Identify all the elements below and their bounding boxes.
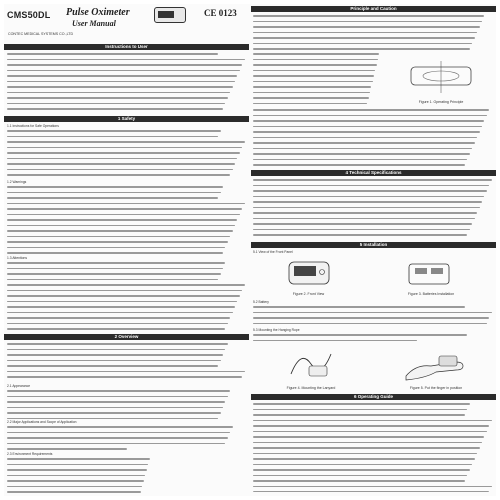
text-line (253, 425, 494, 429)
text-line (253, 447, 494, 451)
figure-2-caption: Figure 2. Front View (292, 292, 325, 296)
text-line (253, 86, 383, 90)
text-line (253, 137, 494, 141)
overview-text-2 (7, 389, 247, 419)
section-bar-operating-guide: 6 Operating Guide (251, 394, 496, 400)
text-line (253, 131, 494, 135)
text-line (253, 43, 494, 47)
text-line (253, 164, 494, 168)
section-bar-overview: 2 Overview (4, 334, 249, 340)
overview-subheading-3: 2.3 Environment Requirements (7, 452, 53, 456)
text-line (253, 190, 494, 194)
safety-text-1 (7, 129, 247, 179)
company-name: CONTEC MEDICAL SYSTEMS CO.,LTD (8, 32, 74, 36)
text-line (7, 158, 247, 162)
text-line (7, 108, 247, 112)
section-bar-installation: 5 Installation (251, 242, 496, 248)
text-line (7, 443, 247, 447)
ce-mark: CE 0123 (204, 8, 237, 18)
text-line (7, 203, 247, 207)
text-line (253, 340, 494, 343)
text-line (253, 48, 494, 50)
text-line (253, 486, 494, 490)
text-line (7, 163, 247, 167)
text-line (7, 130, 247, 134)
manual-subtitle: User Manual (72, 19, 116, 28)
text-line (7, 475, 157, 479)
overview-text-3 (7, 425, 247, 450)
text-line (7, 70, 247, 74)
instructions-text (7, 52, 247, 114)
operating-guide-text (253, 402, 494, 492)
text-line (7, 81, 247, 85)
text-line (253, 317, 494, 321)
text-line (7, 225, 247, 229)
text-line (7, 407, 247, 411)
text-line (7, 469, 157, 473)
front-view-figure (281, 256, 336, 291)
text-line (253, 70, 383, 74)
text-line (253, 229, 494, 233)
text-line (253, 218, 494, 222)
text-line (7, 290, 247, 294)
text-line (253, 59, 383, 63)
text-line (253, 480, 494, 484)
text-line (253, 306, 494, 310)
text-line (7, 230, 247, 234)
text-line (253, 431, 494, 435)
text-line (7, 458, 157, 462)
text-line (253, 458, 494, 462)
text-line (253, 234, 494, 238)
pulse-oximeter-device-icon (154, 7, 186, 23)
text-line (7, 136, 247, 140)
text-line (7, 103, 247, 107)
text-line (7, 312, 247, 316)
caution-text (253, 52, 383, 107)
text-line (253, 75, 383, 79)
text-line (253, 53, 383, 57)
text-line (253, 414, 494, 418)
text-line (7, 59, 247, 63)
text-line (253, 436, 494, 440)
text-line (7, 152, 247, 156)
text-line (7, 360, 247, 364)
text-line (253, 109, 494, 113)
text-line (7, 141, 247, 145)
specifications-text (253, 178, 494, 240)
text-line (7, 448, 247, 450)
figure-4-caption: Figure 4. Mounting the Lanyard (286, 386, 336, 390)
text-line (253, 97, 383, 101)
manual-title: Pulse Oximeter (66, 7, 130, 18)
text-line (7, 365, 247, 369)
battery-text (253, 305, 494, 327)
text-line (253, 403, 494, 407)
text-line (253, 491, 494, 492)
section-bar-instructions: Instructions to User (4, 44, 249, 50)
right-column (251, 4, 496, 496)
text-line (7, 432, 247, 436)
overview-subheading-2: 2.2 Major Applications and Scope of Application (7, 420, 77, 424)
text-line (7, 328, 247, 331)
text-line (7, 219, 247, 223)
text-line (253, 185, 494, 189)
text-line (253, 469, 494, 473)
text-line (7, 464, 157, 468)
text-line (253, 148, 494, 152)
overview-text (7, 342, 247, 382)
caution-list (253, 108, 494, 168)
text-line (253, 115, 494, 119)
figure-5-caption: Figure 5. Put the finger in position (409, 386, 463, 390)
section-bar-specifications: 4 Technical Specifications (251, 170, 496, 176)
text-line (7, 268, 247, 272)
safety-text-3 (7, 261, 247, 331)
text-line (7, 401, 247, 405)
text-line (7, 418, 247, 419)
model-number: CMS50DL (7, 10, 51, 20)
batteries-icon (401, 256, 461, 291)
text-line (7, 169, 247, 173)
install-subheading-2: 5.2 Battery (253, 300, 269, 304)
text-line (253, 37, 494, 41)
text-line (253, 420, 494, 424)
text-line (253, 207, 494, 211)
text-line (253, 312, 494, 316)
lanyard-icon (281, 344, 341, 384)
section-bar-principle: Principle and Caution (251, 6, 496, 12)
text-line (7, 376, 247, 380)
text-line (253, 120, 494, 124)
text-line (7, 279, 247, 283)
text-line (7, 486, 157, 490)
text-line (7, 396, 247, 400)
principle-text (253, 14, 494, 50)
text-line (253, 81, 383, 85)
text-line (7, 192, 247, 196)
text-line (7, 301, 247, 305)
text-line (7, 97, 247, 101)
text-line (7, 75, 247, 79)
text-line (7, 252, 247, 255)
text-line (253, 442, 494, 446)
hand-with-oximeter-icon (401, 344, 471, 384)
text-line (253, 15, 494, 19)
text-line (253, 126, 494, 130)
text-line (7, 86, 247, 90)
left-column (4, 4, 249, 496)
text-line (7, 208, 247, 212)
text-line (7, 426, 247, 430)
lanyard-text (253, 333, 494, 343)
overview-subheading-1: 2.1 Appearance (7, 384, 31, 388)
text-line (7, 349, 247, 353)
text-line (253, 179, 494, 183)
text-line (7, 437, 247, 441)
text-line (7, 306, 247, 310)
text-line (253, 32, 494, 36)
text-line (7, 371, 247, 375)
text-line (7, 491, 157, 493)
figure-1-caption: Figure 1. Operating Principle (418, 100, 464, 104)
text-line (253, 223, 494, 227)
text-line (7, 317, 247, 321)
install-subheading-1: 5.1 View of the Front Panel (253, 250, 293, 254)
safety-subheading-2: 1.2 Warnings (7, 180, 27, 184)
text-line (7, 241, 247, 245)
install-subheading-3: 5.3 Mounting the Hanging Rope (253, 328, 300, 332)
text-line (253, 201, 494, 205)
text-line (7, 354, 247, 358)
text-line (253, 212, 494, 216)
text-line (7, 480, 157, 484)
safety-text-2 (7, 185, 247, 255)
text-line (253, 92, 383, 96)
text-line (7, 92, 247, 96)
text-line (253, 64, 383, 68)
text-line (253, 196, 494, 200)
text-line (253, 21, 494, 25)
text-line (253, 26, 494, 30)
section-bar-safety: 1 Safety (4, 116, 249, 122)
text-line (253, 153, 494, 157)
text-line (7, 273, 247, 277)
text-line (7, 390, 247, 394)
text-line (7, 147, 247, 151)
figure-3-caption: Figure 3. Batteries Installation (407, 292, 455, 296)
text-line (7, 343, 247, 347)
text-line (7, 197, 247, 201)
safety-subheading-1: 1.1 Instructions for Safe Operations (7, 124, 59, 128)
text-line (253, 142, 494, 146)
text-line (7, 262, 247, 266)
text-line (7, 214, 247, 218)
text-line (7, 186, 247, 190)
text-line (253, 323, 494, 327)
text-line (7, 236, 247, 240)
text-line (7, 53, 247, 57)
text-line (253, 464, 494, 468)
text-line (7, 323, 247, 327)
operating-principle-figure (401, 59, 481, 99)
text-line (7, 174, 247, 178)
text-line (253, 475, 494, 479)
text-line (253, 409, 494, 413)
text-line (7, 247, 247, 251)
overview-text-4 (7, 457, 157, 493)
text-line (7, 295, 247, 299)
text-line (253, 159, 494, 163)
text-line (7, 284, 247, 288)
text-line (253, 453, 494, 457)
text-line (253, 103, 383, 107)
text-line (7, 64, 247, 68)
text-line (7, 412, 247, 416)
manual-page (4, 4, 496, 496)
safety-subheading-3: 1.3 Attentions (7, 256, 27, 260)
text-line (253, 334, 494, 338)
